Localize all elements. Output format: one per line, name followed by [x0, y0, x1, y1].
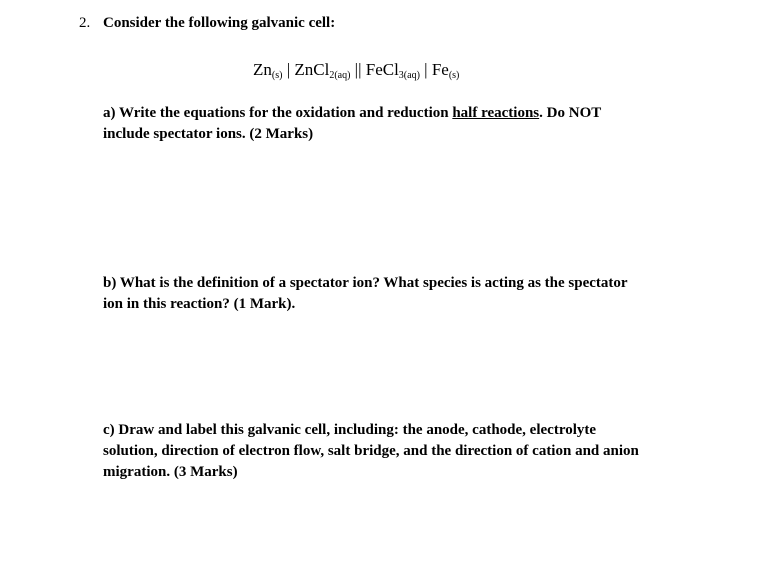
part-b-question: [103, 273, 703, 315]
salt-bridge-symbol: ||: [350, 60, 366, 79]
anode-state: (s): [271, 70, 283, 81]
cathode-metal: Fe: [431, 60, 449, 79]
part-a-question: [103, 103, 703, 145]
anode-metal: Zn: [253, 60, 272, 79]
anode-electrolyte: ZnCl: [294, 60, 330, 79]
question-number: 2.: [79, 15, 91, 31]
part-b-line-1: b) What is the definition of a spectator ion? What species is acting as the spectator: [103, 275, 628, 291]
question-title: Consider the following galvanic cell:: [103, 15, 336, 31]
part-c-question: [103, 420, 703, 483]
part-c-line-1: c) Draw and label this galvanic cell, including: the anode, cathode, electrolyte: [103, 422, 597, 438]
part-a-line-1: a) Write the equations for the oxidation and reduction half reactions. Do NOT: [103, 105, 602, 121]
phase-separator: |: [282, 60, 295, 79]
part-c-line-3: migration. (3 Marks): [103, 464, 238, 480]
anode-electrolyte-subscript: 2(aq): [329, 70, 351, 81]
part-b-line-2: ion in this reaction? (1 Mark).: [103, 296, 296, 312]
cathode-electrolyte: FeCl: [365, 60, 399, 79]
galvanic-cell-notation: [253, 60, 459, 80]
cathode-electrolyte-subscript: 3(aq): [398, 70, 420, 81]
part-a-line-2: include spectator ions. (2 Marks): [103, 126, 314, 142]
phase-separator: |: [419, 60, 432, 79]
cathode-state: (s): [448, 70, 460, 81]
half-reactions-underlined: half reactions: [452, 105, 540, 121]
part-c-line-2: solution, direction of electron flow, salt bridge, and the direction of cation and anion: [103, 443, 639, 459]
